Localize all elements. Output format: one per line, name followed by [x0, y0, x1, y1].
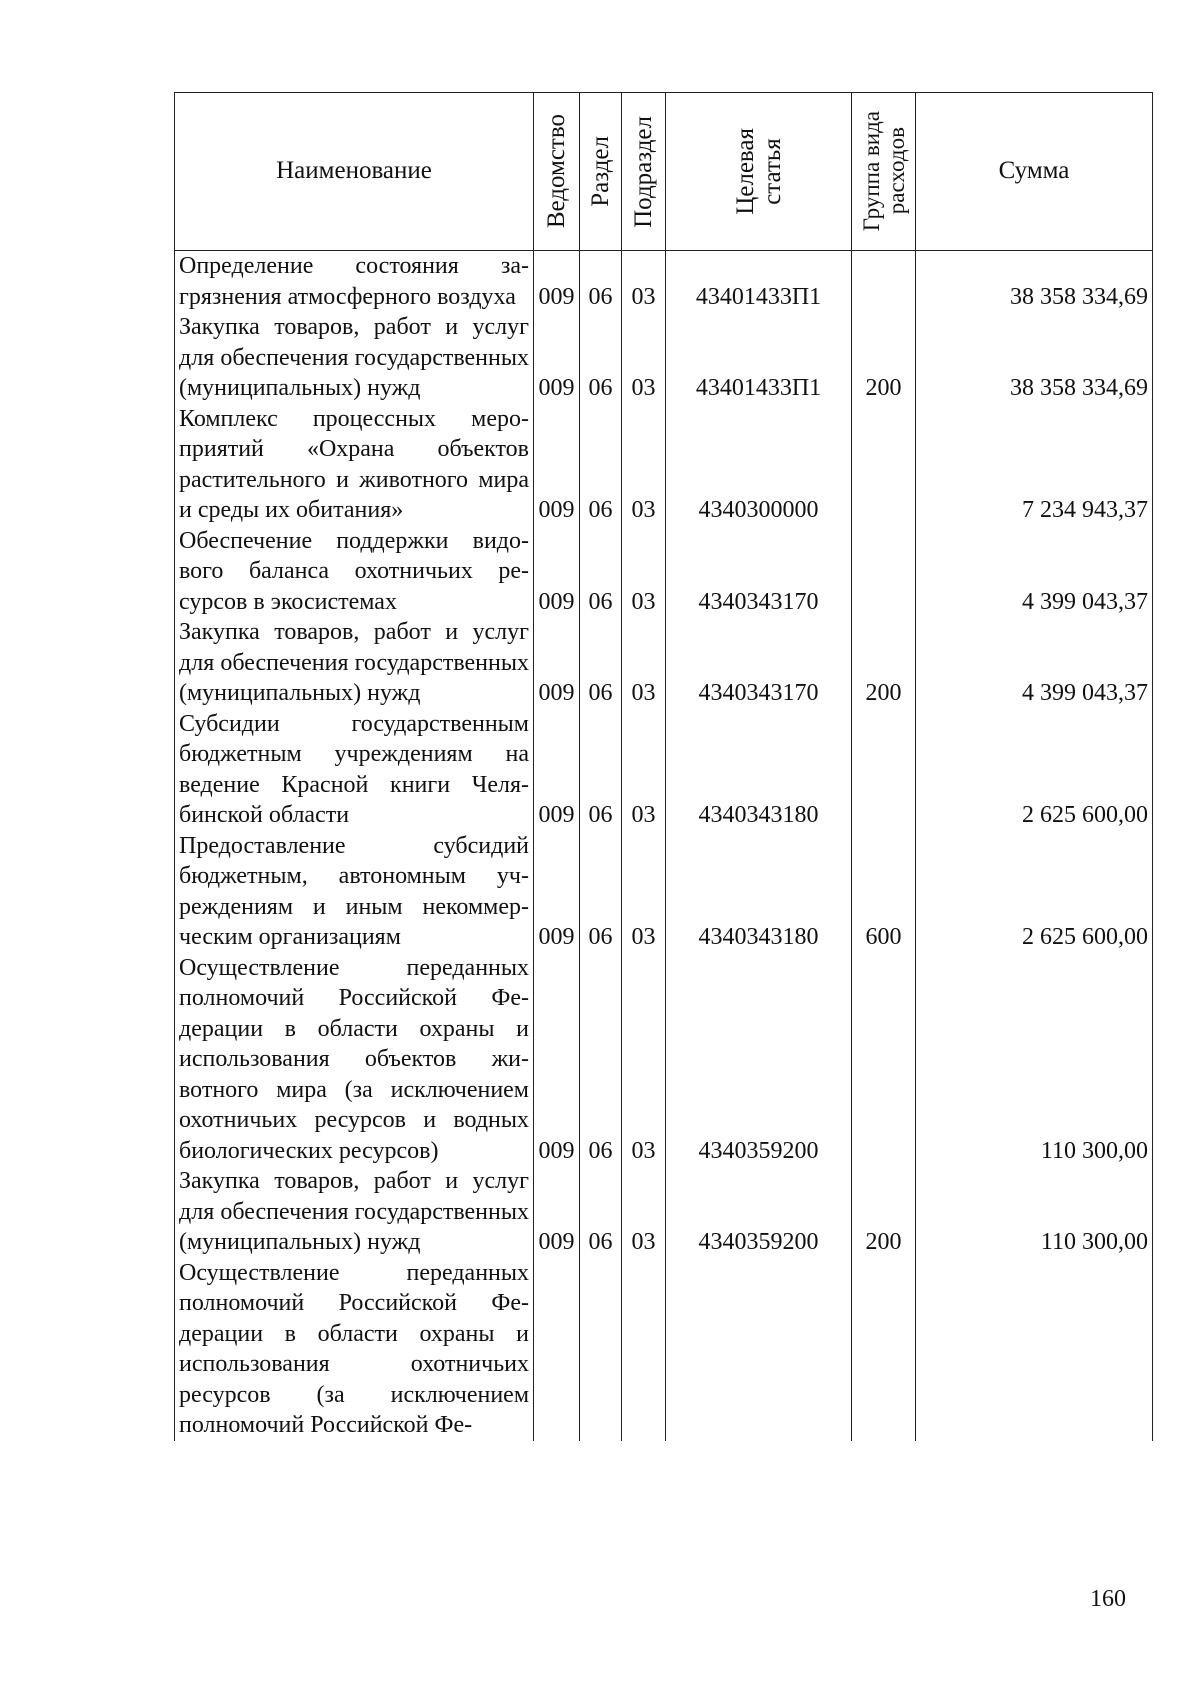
- row-vedomstvo: 009: [534, 404, 580, 526]
- row-celevaya: 43401433П1: [666, 312, 852, 404]
- row-summa: 2 625 600,00: [916, 709, 1153, 831]
- row-vedomstvo: 009: [534, 831, 580, 953]
- header-celevaya: [666, 93, 852, 251]
- row-name: Осуществление переданных полномочий Российской Федерации в области охраны и использования объектов животного мира (за исключением охотничьих ресурсов и водных биологических ресурсов): [175, 953, 534, 1167]
- row-podrazdel: 03: [622, 617, 666, 709]
- row-podrazdel: 03: [622, 251, 666, 313]
- row-vedomstvo: 009: [534, 312, 580, 404]
- header-celevaya-line2: статья: [758, 138, 786, 205]
- table-row: [175, 312, 1153, 404]
- row-razdel: 06: [580, 251, 622, 313]
- table-row: [175, 831, 1153, 953]
- row-name: Закупка товаров, работ и услуг для обеспечения государственных (муниципальных) нужд: [175, 617, 534, 709]
- row-podrazdel: 03: [622, 831, 666, 953]
- row-vedomstvo: 009: [534, 953, 580, 1167]
- row-gruppa: 600: [852, 831, 916, 953]
- row-summa: 7 234 943,37: [916, 404, 1153, 526]
- table-row: [175, 953, 1153, 1167]
- header-summa: [916, 93, 1153, 251]
- row-podrazdel: 03: [622, 953, 666, 1167]
- row-vedomstvo: 009: [534, 526, 580, 618]
- header-razdel-text: Раздел: [587, 136, 614, 207]
- table-row: [175, 1258, 1153, 1441]
- row-podrazdel: 03: [622, 1166, 666, 1258]
- header-gruppa-line2: расходов: [883, 127, 909, 216]
- header-gruppa-line1: Группа вида: [858, 111, 884, 232]
- table-row: [175, 404, 1153, 526]
- row-name: Предоставление субсидий бюджетным, автономным учреждениям и иным некоммерческим организациям: [175, 831, 534, 953]
- row-razdel: 06: [580, 312, 622, 404]
- row-name: Осуществление переданных полномочий Российской Федерации в области охраны и использования охотничьих ресурсов (за исключением полномочий Российской Фе-: [175, 1258, 534, 1441]
- page-number: 160: [1090, 1586, 1126, 1612]
- row-podrazdel: 03: [622, 312, 666, 404]
- header-gruppa-text: [859, 111, 909, 231]
- header-vedomstvo: [534, 93, 580, 251]
- row-gruppa: [852, 526, 916, 618]
- row-podrazdel: 03: [622, 709, 666, 831]
- row-gruppa: [852, 709, 916, 831]
- header-summa-text: Сумма: [998, 157, 1070, 185]
- row-razdel: 06: [580, 1166, 622, 1258]
- row-celevaya: 4340343180: [666, 831, 852, 953]
- row-celevaya: 4340300000: [666, 404, 852, 526]
- row-gruppa: [852, 953, 916, 1167]
- row-razdel: 06: [580, 526, 622, 618]
- header-gruppa: [852, 93, 916, 251]
- row-razdel: 06: [580, 953, 622, 1167]
- row-celevaya: 4340359200: [666, 953, 852, 1167]
- row-vedomstvo: 009: [534, 709, 580, 831]
- row-name: Определение состояния загрязнения атмосферного воздуха: [175, 251, 534, 313]
- table-body: [175, 251, 1153, 1441]
- header-celevaya-text: [732, 128, 786, 215]
- row-name: Закупка товаров, работ и услуг для обеспечения государственных (муниципальных) нужд: [175, 312, 534, 404]
- row-vedomstvo: 009: [534, 617, 580, 709]
- row-gruppa: [852, 251, 916, 313]
- row-podrazdel: 03: [622, 526, 666, 618]
- row-name: Закупка товаров, работ и услуг для обеспечения государственных (муниципальных) нужд: [175, 1166, 534, 1258]
- row-summa: 38 358 334,69: [916, 312, 1153, 404]
- row-gruppa: [852, 404, 916, 526]
- row-razdel: 06: [580, 617, 622, 709]
- row-celevaya: 43401433П1: [666, 251, 852, 313]
- row-summa: 38 358 334,69: [916, 251, 1153, 313]
- row-gruppa: [852, 1258, 916, 1441]
- table-row: [175, 1166, 1153, 1258]
- row-celevaya: 4340359200: [666, 1166, 852, 1258]
- row-razdel: 06: [580, 709, 622, 831]
- row-razdel: 06: [580, 404, 622, 526]
- row-name: Обеспечение поддержки видового баланса охотничьих ресурсов в экосистемах: [175, 526, 534, 618]
- row-celevaya: 4340343180: [666, 709, 852, 831]
- row-name: Комплекс процессных мероприятий «Охрана объектов растительного и животного мира и среды их обитания»: [175, 404, 534, 526]
- row-razdel: [580, 1258, 622, 1441]
- row-summa: 110 300,00: [916, 1166, 1153, 1258]
- row-summa: 4 399 043,37: [916, 617, 1153, 709]
- budget-table: [174, 92, 1153, 1441]
- row-vedomstvo: [534, 1258, 580, 1441]
- row-celevaya: 4340343170: [666, 526, 852, 618]
- table-row: [175, 526, 1153, 618]
- header-name-text: Наименование: [276, 157, 432, 185]
- row-vedomstvo: 009: [534, 1166, 580, 1258]
- row-podrazdel: 03: [622, 404, 666, 526]
- row-vedomstvo: 009: [534, 251, 580, 313]
- row-razdel: 06: [580, 831, 622, 953]
- header-razdel: [580, 93, 622, 251]
- row-name: Субсидии государственным бюджетным учреждениям на ведение Красной книги Челябинской области: [175, 709, 534, 831]
- row-podrazdel: [622, 1258, 666, 1441]
- table-row: [175, 251, 1153, 313]
- row-summa: 4 399 043,37: [916, 526, 1153, 618]
- header-podrazdel: [622, 93, 666, 251]
- header-celevaya-line1: Целевая: [731, 128, 759, 215]
- table-row: [175, 709, 1153, 831]
- row-gruppa: 200: [852, 312, 916, 404]
- table-header: [175, 93, 1153, 251]
- row-celevaya: [666, 1258, 852, 1441]
- row-summa: 110 300,00: [916, 953, 1153, 1167]
- table-row: [175, 617, 1153, 709]
- header-vedomstvo-text: Ведомство: [543, 114, 570, 229]
- header-name: [175, 93, 534, 251]
- row-summa: [916, 1258, 1153, 1441]
- header-podrazdel-text: Подраздел: [630, 115, 657, 228]
- row-summa: 2 625 600,00: [916, 831, 1153, 953]
- row-gruppa: 200: [852, 617, 916, 709]
- row-gruppa: 200: [852, 1166, 916, 1258]
- row-celevaya: 4340343170: [666, 617, 852, 709]
